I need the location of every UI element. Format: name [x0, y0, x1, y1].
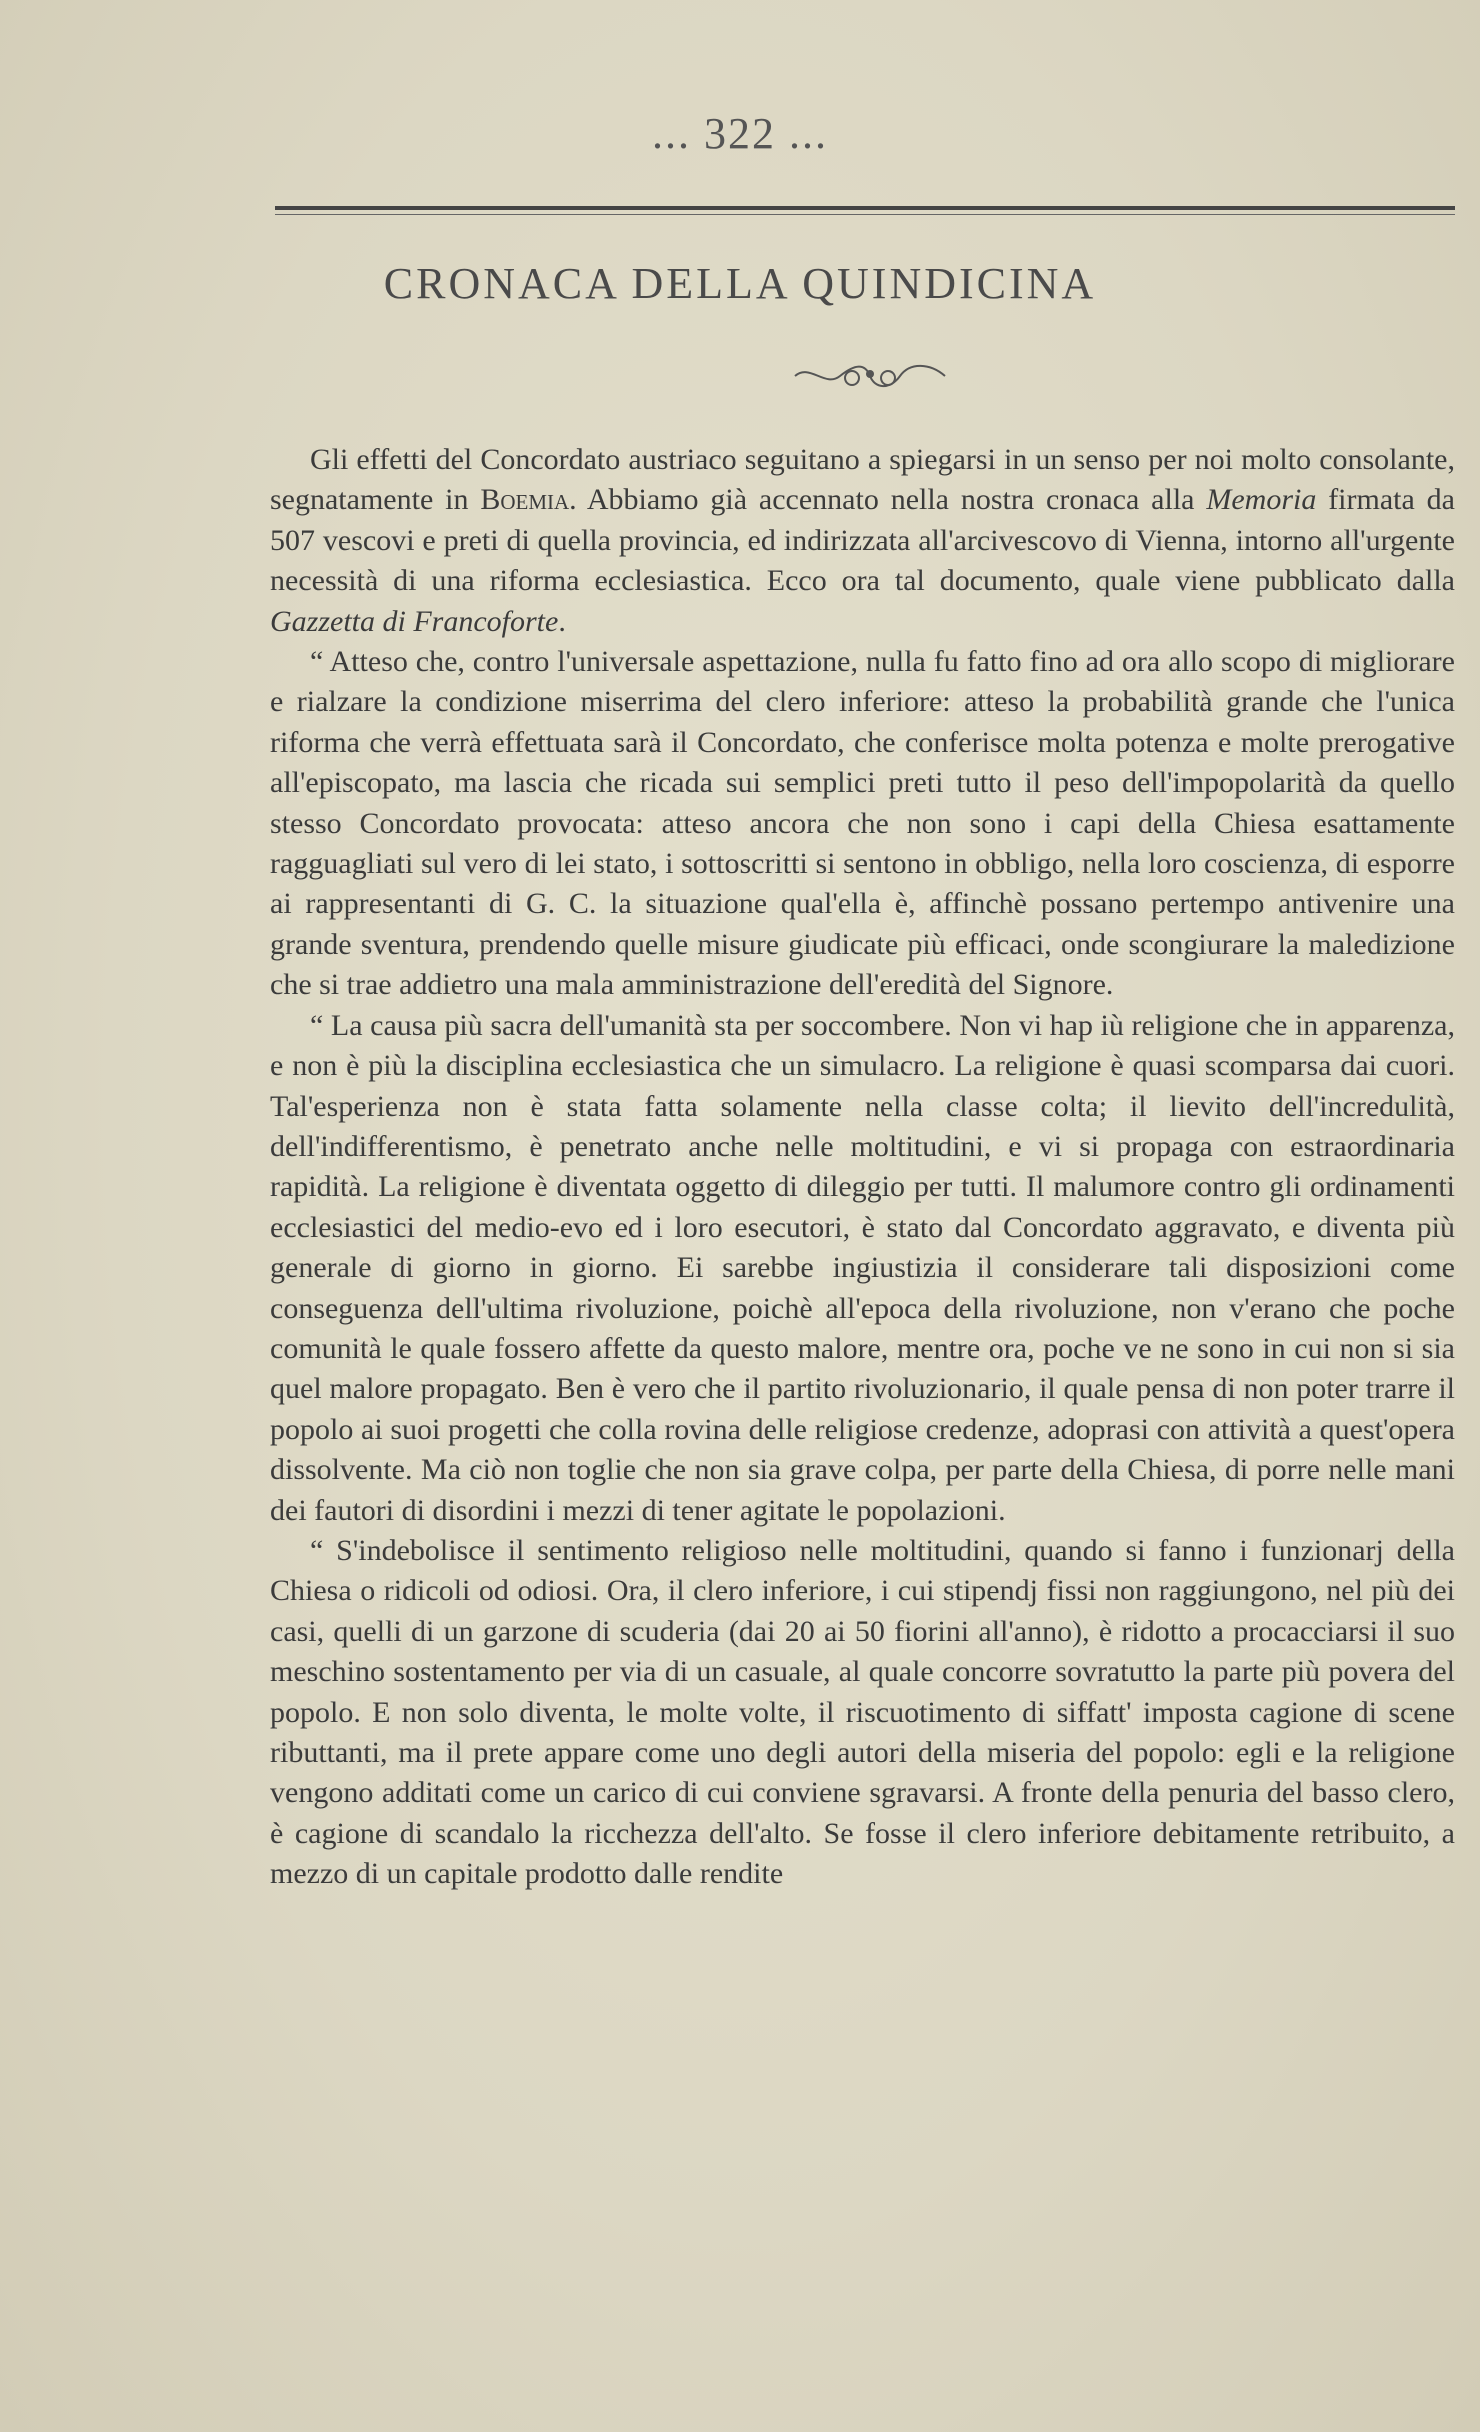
paragraph-1: Gli effetti del Concordato austriaco seguitano a spiegarsi in un senso per noi molto consolante, segnatamente in Boemia. Abbiamo già accennato nella nostra cronaca alla Memoria firmata da 507 vescovi e preti di quella provincia, ed indirizzata all'arcivescovo di Vienna, intorno all'urgente necessità di una riforma ecclesiastica. Ecco ora tal documento, quale viene pubblicato dalla Gazzetta di Francoforte. — [270, 443, 1455, 638]
section-title: CRONACA DELLA QUINDICINA — [383, 259, 1097, 308]
article-body — [270, 440, 1455, 1895]
page-number: ... 322 ... — [652, 109, 828, 158]
paragraph-4: “ S'indebolisce il sentimento religioso nelle moltitudini, quando si fanno i funzionarj della Chiesa o ridicoli od odiosi. Ora, il clero inferiore, i cui stipendj fissi non raggiungono, nel più dei casi, quelli di un garzone di scuderia (dai 20 ai 50 fiorini all'anno), è ridotto a procacciarsi il suo meschino sostentamento per via di un casuale, al quale concorre sovratutto la parte più povera del popolo. E non solo diventa, le molte volte, il riscuotimento di siffatt' imposta cagione di scene ributtanti, ma il prete appare come uno degli autori della miseria del popolo: egli e la religione vengono additati come un carico di cui conviene sgravarsi. A fronte della penuria del basso clero, è cagione di scandalo la ricchezza dell'alto. Se fosse il clero inferiore debitamente retribuito, a mezzo di un capitale prodotto dalle rendite — [270, 1533, 1455, 1891]
italic-source: Gazzetta di Francoforte — [270, 604, 559, 638]
decorative-flourish-icon — [790, 358, 950, 394]
header-rule-thin — [275, 214, 1455, 215]
italic-title: Memoria — [1206, 483, 1317, 517]
region-name: Boemia — [480, 483, 570, 517]
header-rule-thick — [275, 206, 1455, 210]
paragraph-3: “ La causa più sacra dell'umanità sta per soccombere. Non vi hap iù religione che in apparenza, e non è più la disciplina ecclesiastica che un simulacro. La religione è quasi scomparsa dai cuori. Tal'esperienza non è stata fatta solamente nella classe colta; il lievito dell'incredulità, dell'indifferentismo, è penetrato anche nelle moltitudini, e vi si propaga con estraordinaria rapidità. La religione è diventata oggetto di dileggio per tutti. Il malumore contro gli ordinamenti ecclesiastici del medio-evo ed i loro esecutori, è stato dal Concordato aggravato, e diventa più generale di giorno in giorno. Ei sarebbe ingiustizia il considerare tali disposizioni come conseguenza dell'ultima rivoluzione, poichè all'epoca della rivoluzione, non v'erano che poche comunità le quale fossero affette da questo malore, mentre ora, poche ve ne sono in cui non si sia quel malore propagato. Ben è vero che il partito rivoluzionario, il quale pensa di non poter trarre il popolo ai suoi progetti che colla rovina delle religiose credenze, adoprasi con attività a quest'opera dissolvente. Ma ciò non toglie che non sia grave colpa, per parte della Chiesa, di porre nelle mani dei fautori di disordini i mezzi di tener agitate le popolazioni. — [270, 1008, 1455, 1527]
paragraph-2: “ Atteso che, contro l'universale aspettazione, nulla fu fatto fino ad ora allo scopo di migliorare e rialzare la condizione miserrima del clero inferiore: atteso la probabilità grande che l'unica riforma che verrà effettuata sarà il Concordato, che conferisce molta potenza e molte prerogative all'episcopato, ma lascia che ricada sui semplici preti tutto il peso dell'impopolarità da quello stesso Concordato provocata: atteso ancora che non sono i capi della Chiesa esattamente ragguagliati sul vero di lei stato, i sottoscritti si sentono in obbligo, nella loro coscienza, di esporre ai rappresentanti di G. C. la situazione qual'ella è, affinchè possano pertempo antivenire una grande sventura, prendendo quelle misure giudicate più efficaci, onde scongiurare la maledizione che si trae addietro una mala amministrazione dell'eredità del Signore. — [270, 645, 1455, 1002]
